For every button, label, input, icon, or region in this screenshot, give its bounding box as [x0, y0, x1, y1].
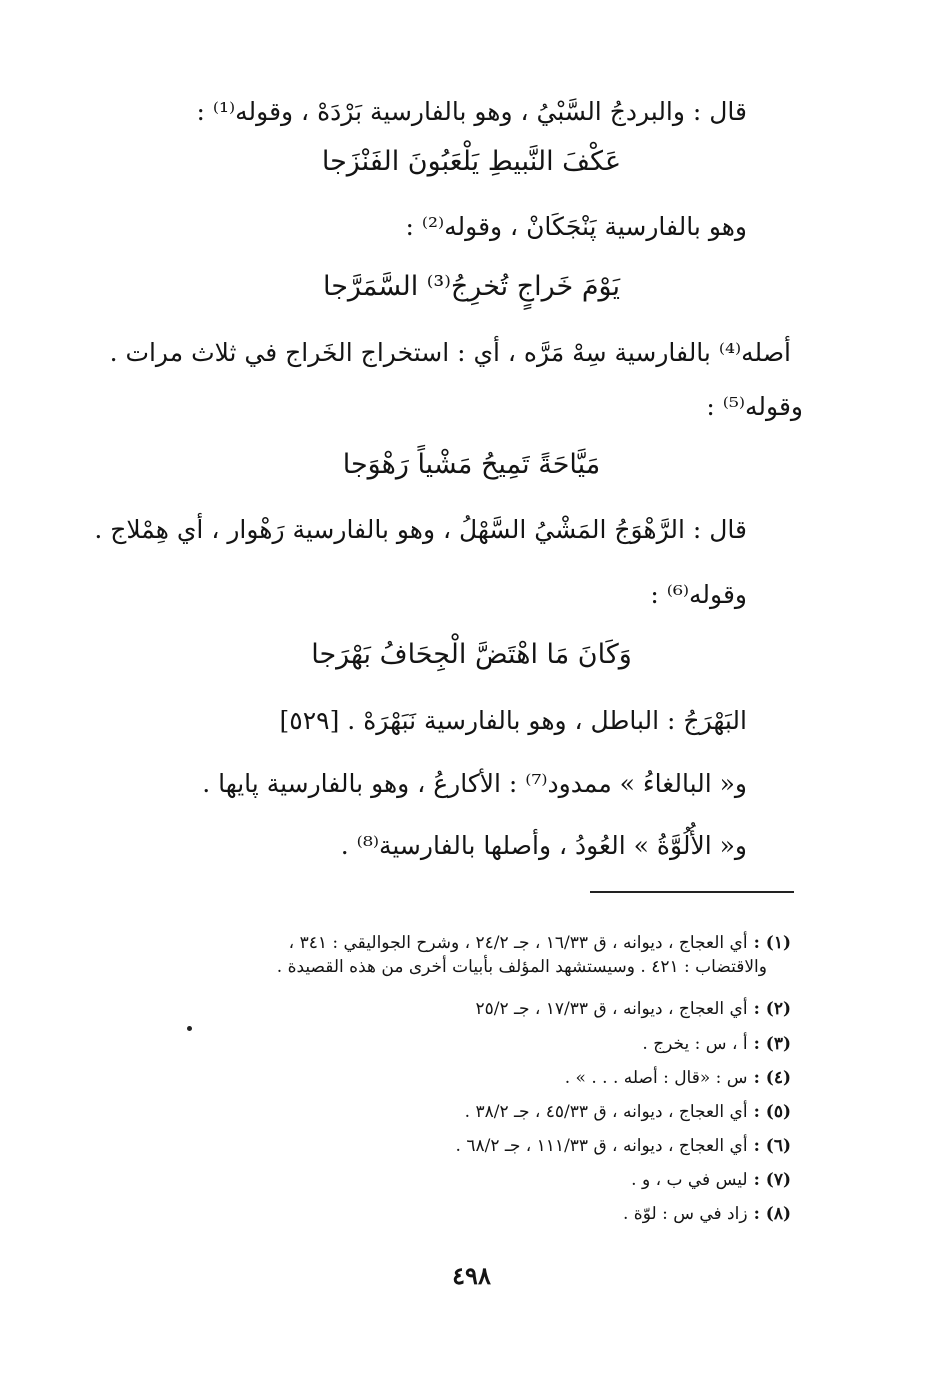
footnote-text: أي العجاج ، ديوانه ، ق ١٧/٣٣ ، جـ ٢٥/٢	[475, 999, 748, 1019]
footnote-8	[623, 1202, 791, 1226]
footnote-4	[565, 1066, 791, 1090]
footnote-2	[475, 997, 791, 1021]
footnote-3	[642, 1032, 791, 1056]
verse-1: عَكْفَ النَّبيطِ يَلْعَبُونَ الفَنْزَجا	[321, 146, 622, 177]
footnote-number: (٧) :	[753, 1170, 791, 1190]
footnote-number: (٨) :	[753, 1204, 791, 1224]
text-line-2: وهو بالفارسية پَنْجَكَانْ ، وقوله⁽²⁾ :	[405, 212, 747, 241]
footnote-number: (٢) :	[753, 999, 791, 1019]
text-line-8: و« البالغاءُ » ممدود⁽⁷⁾ : الأكارعُ ، وهو بالفارسية پايها .	[202, 769, 747, 798]
footnote-text: ليس في ب ، و .	[631, 1170, 748, 1190]
footnote-text: أي العجاج ، ديوانه ، ق ٤٥/٣٣ ، جـ ٣٨/٢ .	[464, 1102, 748, 1122]
footnote-separator	[590, 891, 794, 893]
text-line-3: أصله⁽⁴⁾ بالفارسية سِهْ مَرَّه ، أي : استخراج الخَراج في ثلاث مرات .	[109, 338, 791, 367]
ink-speck	[187, 1026, 192, 1031]
verse-4: وَكَانَ مَا اهْتَضَّ الْجِحَافُ بَهْرَجا	[311, 639, 632, 670]
footnote-text: س : «قال : أصله . . . » .	[564, 1068, 748, 1088]
footnote-5	[465, 1100, 791, 1124]
footnote-text: أي العجاج ، ديوانه ، ق ١٦/٣٣ ، جـ ٢٤/٢ ، وشرح الجواليقي : ٣٤١ ،	[288, 933, 748, 953]
text-line-9: و« الأُلُوَّةُ » العُودُ ، وأصلها بالفارسية⁽⁸⁾ .	[340, 831, 747, 860]
footnote-1	[277, 931, 791, 979]
footnote-number: (٤) :	[753, 1068, 791, 1088]
footnote-6	[456, 1134, 791, 1158]
footnote-number: (٣) :	[753, 1034, 791, 1054]
footnote-text: أ ، س : يخرج .	[642, 1034, 748, 1054]
footnote-number: (٦) :	[753, 1136, 791, 1156]
footnote-number: (٥) :	[753, 1102, 791, 1122]
text-line-7: البَهْرَجُ : الباطل ، وهو بالفارسية نَبَهْرَهْ . [٥٢٩]	[279, 706, 747, 735]
footnote-text: زاد في س : لوّة .	[622, 1204, 748, 1224]
footnote-number: (١) :	[753, 933, 791, 953]
text-line-4: وقوله⁽⁵⁾ :	[706, 392, 803, 421]
footnote-text: أي العجاج ، ديوانه ، ق ١١١/٣٣ ، جـ ٦٨/٢ .	[455, 1136, 748, 1156]
text-line-6: وقوله⁽⁶⁾ :	[650, 580, 747, 609]
page-number: ٤٩٨	[452, 1261, 491, 1290]
text-line-5: قال : الرَّهْوَجُ المَشْيُ السَّهْلُ ، وهو بالفارسية رَهْوار ، أي هِمْلاج .	[94, 515, 747, 544]
footnote-continuation: والاقتضاب : ٤٢١ . وسيستشهد المؤلف بأبيات أخرى من هذه القصيدة .	[276, 957, 767, 977]
text-line-1: قال : والبردجُ السَّبْيُ ، وهو بالفارسية بَرْدَهْ ، وقوله⁽¹⁾ :	[196, 97, 747, 126]
verse-3: مَيَّاحَةً تَمِيحُ مَشْياً رَهْوَجا	[342, 449, 601, 480]
footnote-7	[631, 1168, 791, 1192]
verse-2: يَوْمَ خَراجٍ تُخرِجُ⁽³⁾ السَّمَرَّجا	[322, 271, 621, 302]
